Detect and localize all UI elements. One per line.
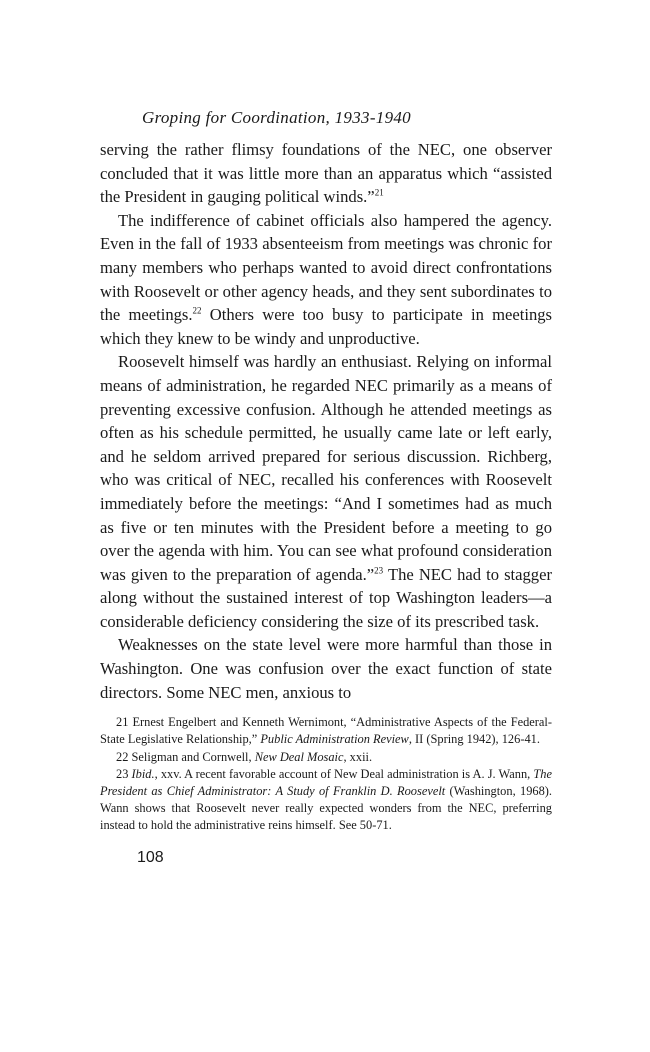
text-run: The indifference of cabinet officials also hampered the agency. Even in the fall of 1933 absenteeism from meetings was chronic for many members who perhaps wanted to avoid direct confrontations with Roosevelt or other agency heads, and they sent subordinates to the meetings. — [100, 210, 552, 325]
paragraph — [100, 633, 552, 704]
running-head: Groping for Coordination, 1933-1940 — [142, 108, 411, 127]
body-text — [100, 138, 552, 704]
text-run: 23 — [116, 766, 132, 781]
text-run: , II (Spring 1942), 126-41. — [408, 732, 540, 747]
text-run: The NEC had to stagger along without the sustained interest of top Washington leaders—a considerable deficiency considering the size of its prescribed task. — [100, 564, 552, 631]
paragraph — [100, 138, 552, 209]
book-page — [100, 108, 552, 867]
text-run: Others were too busy to participate in meetings which they knew to be windy and unproductive. — [100, 305, 552, 348]
text-run: serving the rather flimsy foundations of the NEC, one observer concluded that it was little more than an apparatus which “assisted the President in gauging political winds.” — [100, 140, 552, 207]
paragraph — [100, 350, 552, 633]
text-run: Weaknesses on the state level were more harmful than those in Washington. One was confusion over the exact function of state directors. Some NEC men, anxious to — [100, 635, 552, 702]
page-number: 108 — [137, 848, 164, 866]
italic-text: New Deal Mosaic — [254, 749, 344, 764]
footnote-ref: 21 — [374, 187, 384, 198]
footnote-ref: 22 — [192, 305, 202, 316]
text-run: (Washington, 1968). Wann shows that Roosevelt never really expected wonders from the NEC, preferring instead to hold the administrative reins himself. See 50-71. — [100, 784, 553, 833]
footnote — [100, 749, 552, 766]
text-run: 22 Seligman and Cornwell, — [116, 749, 255, 764]
footnotes — [100, 714, 552, 834]
footnote — [100, 714, 552, 748]
footnote-ref: 23 — [374, 565, 384, 576]
italic-text: Ibid. — [131, 766, 155, 781]
text-run: , xxv. A recent favorable account of New Deal administration is A. J. Wann, — [154, 766, 534, 781]
text-run: Roosevelt himself was hardly an enthusiast. Relying on informal means of administration, he regarded NEC primarily as a means of preventing excessive confusion. Although he attended meetings as often as his schedule permitted, he usually came late or left early, and he seldom arrived prepared for serious discussion. Richberg, who was critical of NEC, recalled his conferences with Roosevelt immediately before the meetings: “And I sometimes had as much as five or ten minutes with the President before a meeting to go over the agenda with him. You can see what profound consideration was given to the preparation of agenda.” — [100, 352, 552, 584]
footnote — [100, 766, 552, 835]
italic-text: Public Administration Review — [260, 732, 409, 747]
text-run: 21 Ernest Engelbert and Kenneth Wernimont, “Administrative Aspects of the Federal-State Legislative Relationship,” — [100, 715, 552, 747]
paragraph — [100, 209, 552, 351]
italic-text: The President as Chief Administrator: A Study of Franklin D. Roosevelt — [100, 766, 552, 799]
text-run: , xxii. — [343, 749, 373, 764]
